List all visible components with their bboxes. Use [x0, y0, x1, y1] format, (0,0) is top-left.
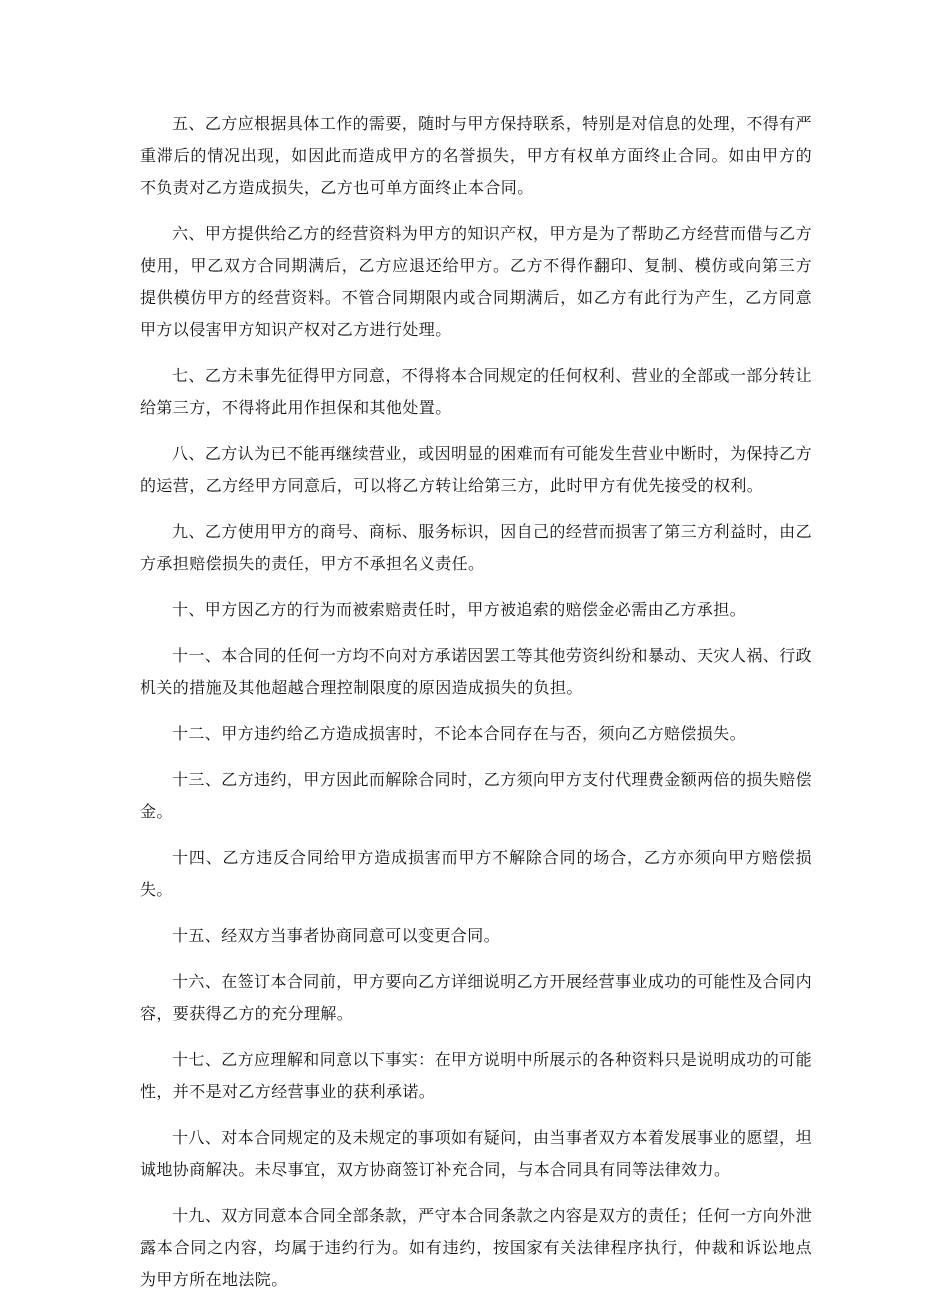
clause-15: 十五、经双方当事者协商同意可以变更合同。	[172, 926, 501, 945]
contract-body	[140, 108, 812, 1310]
clause-18: 十八、对本合同规定的及未规定的事项如有疑问，由当事者双方本着发展事业的愿望，坦诚地协商解决。未尽事宜，双方协商签订补充合同，与本合同具有同等法律效力。	[140, 1128, 812, 1179]
clause-19: 十九、双方同意本合同全部条款，严守本合同条款之内容是双方的责任；任何一方向外泄露本合同之内容，均属于违约行为。如有违约，按国家有关法律程序执行，仲裁和诉讼地点为甲方所在地法院。	[140, 1206, 812, 1289]
clause-10: 十、甲方因乙方的行为而被索赔责任时，甲方被追索的赔偿金必需由乙方承担。	[172, 600, 747, 619]
clause-16: 十六、在签订本合同前，甲方要向乙方详细说明乙方开展经营事业成功的可能性及合同内容，要获得乙方的充分理解。	[140, 972, 812, 1023]
clause-17: 十七、乙方应理解和同意以下事实：在甲方说明中所展示的各种资料只是说明成功的可能性，并不是对乙方经营事业的获利承诺。	[140, 1050, 812, 1101]
clause-13: 十三、乙方违约，甲方因此而解除合同时，乙方须向甲方支付代理费金额两倍的损失赔偿金。	[140, 770, 812, 821]
clause-14: 十四、乙方违反合同给甲方造成损害而甲方不解除合同的场合，乙方亦须向甲方赔偿损失。	[140, 848, 812, 899]
clause-12: 十二、甲方违约给乙方造成损害时，不论本合同存在与否，须向乙方赔偿损失。	[172, 724, 747, 743]
clause-8: 八、乙方认为已不能再继续营业，或因明显的困难而有可能发生营业中断时，为保持乙方的运营，乙方经甲方同意后，可以将乙方转让给第三方，此时甲方有优先接受的权利。	[140, 444, 812, 495]
clause-7: 七、乙方未事先征得甲方同意，不得将本合同规定的任何权利、营业的全部或一部分转让给第三方，不得将此用作担保和其他处置。	[140, 366, 812, 417]
clause-6: 六、甲方提供给乙方的经营资料为甲方的知识产权，甲方是为了帮助乙方经营而借与乙方使用，甲乙双方合同期满后，乙方应退还给甲方。乙方不得作翻印、复制、模仿或向第三方提供模仿甲方的经营资料。不管合同期限内或合同期满后，如乙方有此行为产生，乙方同意甲方以侵害甲方知识产权对乙方进行处理。	[140, 224, 812, 339]
clause-5: 五、乙方应根据具体工作的需要，随时与甲方保持联系，特别是对信息的处理，不得有严重滞后的情况出现，如因此而造成甲方的名誉损失，甲方有权单方面终止合同。如由甲方的不负责对乙方造成损失，乙方也可单方面终止本合同。	[140, 114, 812, 197]
clause-11: 十一、本合同的任何一方均不向对方承诺因罢工等其他劳资纠纷和暴动、天灾人祸、行政机关的措施及其他超越合理控制限度的原因造成损失的负担。	[140, 646, 812, 697]
clause-9: 九、乙方使用甲方的商号、商标、服务标识，因自己的经营而损害了第三方利益时，由乙方承担赔偿损失的责任，甲方不承担名义责任。	[140, 522, 812, 573]
